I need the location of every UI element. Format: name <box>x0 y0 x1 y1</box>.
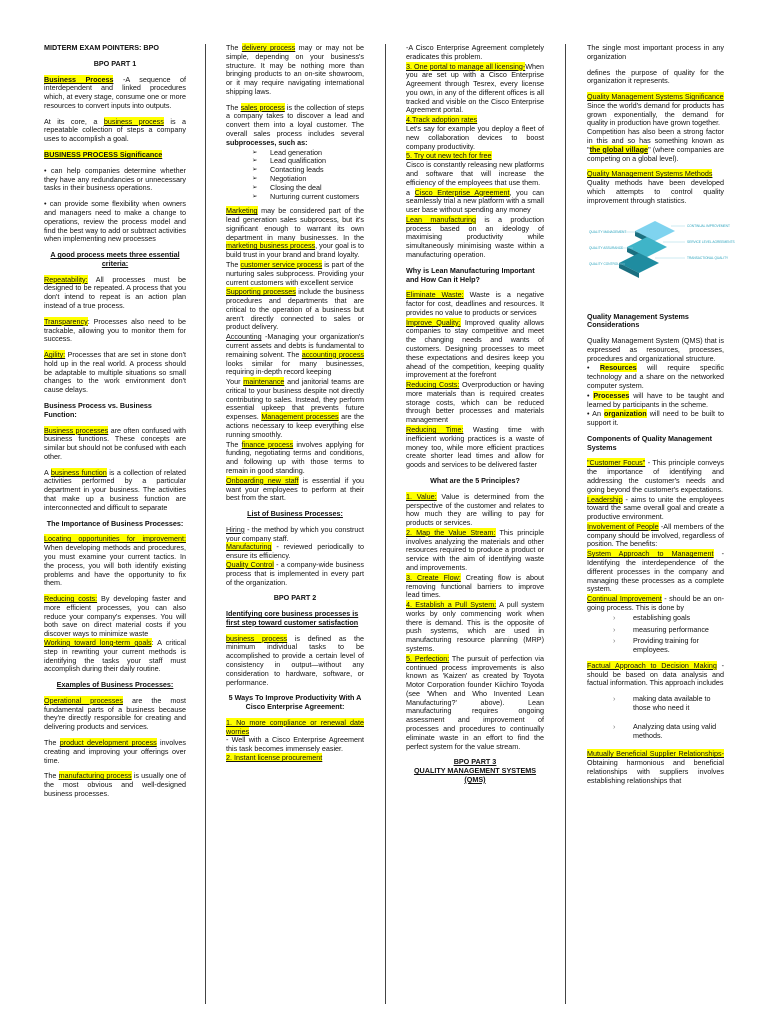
text-run: The Importance of Business Processes: <box>46 518 184 528</box>
paragraph <box>44 739 186 765</box>
text-run: - reviewed periodically to ensure its efficiency. <box>226 542 364 561</box>
text-run: • An <box>587 409 604 419</box>
text-run: • <box>587 390 594 400</box>
diagram-label-left: QUALITY CONTROL <box>589 261 620 266</box>
paragraph <box>406 291 544 317</box>
diagram-label-right: TRANSACTIONAL QUALITY <box>687 255 729 260</box>
column-divider <box>385 44 386 1004</box>
highlighted-term: BUSINESS PROCESS Significance <box>44 150 163 160</box>
highlighted-term: marketing business process <box>226 241 316 251</box>
paragraph <box>226 288 364 332</box>
paragraph <box>406 655 544 752</box>
highlighted-term: manufacturing process <box>58 771 132 781</box>
section-heading <box>226 610 364 628</box>
section-heading <box>587 435 724 453</box>
text-run: BPO PART 3 QUALITY MANAGEMENT SYSTEMS (QMS) <box>413 757 537 784</box>
list-item: ➢ Lead generation <box>270 149 364 158</box>
text-run: may or may not be simple, depending on your business's structure. It may be nothing more than bringing products to an on-site showroom, or it may require navigating international shipping laws. <box>226 43 364 96</box>
text-run: a <box>406 187 415 197</box>
paragraph <box>44 118 186 144</box>
highlighted-term: 1. Value: <box>406 491 437 501</box>
highlighted-term: Agility: <box>44 350 66 360</box>
section-heading <box>406 758 544 784</box>
text-run: BPO PART 1 <box>93 58 137 68</box>
highlighted-term: Resources <box>599 363 637 373</box>
text-run: The <box>226 259 241 269</box>
highlighted-term: Business Process <box>44 74 114 84</box>
section-heading <box>587 313 724 331</box>
paragraph <box>44 535 186 588</box>
text-run: • can help companies determine whether they have any redundancies or unnecessary tasks in their business operations. <box>44 165 186 193</box>
highlighted-term: delivery process <box>241 43 296 52</box>
paragraph <box>406 601 544 654</box>
text-run: is a collection of related activities performed by a particular department in your business. The activities that make up a business function are interconnected and difficult to separate <box>44 467 187 512</box>
column-2 <box>226 44 364 1004</box>
column-4 <box>587 43 735 1004</box>
text-run: All processes must be designed to be repeated. A process that you don't intend to repeat is an action plan instead of a true process. <box>44 274 186 310</box>
highlighted-term: business process <box>226 633 288 643</box>
text-run: A pull system works by only commencing work when there is demand. This is the opposite of push systems, which are used in manufacturing resource planning (MRP) systems. <box>406 600 544 653</box>
paragraph <box>406 63 544 116</box>
paragraph <box>587 93 724 163</box>
highlighted-term: Factual Approach to Decision Making <box>587 660 717 670</box>
paragraph <box>44 167 186 193</box>
paragraph <box>44 595 186 674</box>
text-run: " (where companies are competing on a global level). <box>587 144 724 163</box>
highlighted-term: business process <box>103 116 164 126</box>
paragraph <box>44 351 186 395</box>
section-heading <box>406 267 544 285</box>
text-run: is a repeatable collection of steps a company uses to accomplish a goal. <box>44 116 187 144</box>
paragraph <box>406 493 544 528</box>
text-run: The <box>44 771 59 781</box>
paragraph <box>406 152 544 187</box>
text-run: , you can seamlessly trial a new platform with a small user base without spending any money <box>406 187 544 215</box>
text-run: Components of Quality Management Systems <box>587 433 712 452</box>
text-run: This principle involves analyzing the materials and other resources required to produce a product or service with the aim of identifying waste and improvements. <box>406 527 544 572</box>
paragraph <box>226 441 364 476</box>
highlighted-term: 5. Perfection: <box>406 653 450 663</box>
text-run: Overproduction or having more materials than is required creates storage costs, which can be reduced through better processes and materials management <box>406 380 544 425</box>
list-item: ➢ Negotiation <box>270 175 364 184</box>
text-run: - a company-wide business process that is implemented in every part of the organization. <box>226 559 364 587</box>
text-run: -Managing your organization's current assets and debts is fundamental to remaining solvent. The <box>226 332 364 359</box>
text-run: -A Cisco Enterprise Agreement completely eradicates this problem. <box>406 43 544 61</box>
text-run: Waste is a negative factor for cost, deadlines and resources. It provides no value to products or services <box>406 290 544 317</box>
highlighted-term: Supporting processes <box>226 287 296 297</box>
text-run: : A critical step in rewriting your current methods is identifying the tasks your staff must accomplish during their daily routine. <box>44 637 186 674</box>
highlighted-term: Operational processes <box>44 695 123 705</box>
paragraph <box>587 392 724 410</box>
paragraph <box>587 459 724 494</box>
text-run: Quality Management Systems Considerations <box>587 311 689 330</box>
text-run: Cisco is constantly releasing new platforms and software that will increase the efficiency of the employees that use them. <box>406 160 544 187</box>
text-run: is usually one of the most obvious and well-designed business processes. <box>44 771 186 798</box>
section-heading <box>226 510 364 519</box>
text-run: involves creating and improving your offerings over time. <box>44 738 186 765</box>
paragraph <box>406 189 544 215</box>
text-run: Why is Lean Manufacturing Important and How Can it Help? <box>406 265 535 284</box>
highlighted-term: Cisco Enterprise Agreement <box>414 187 510 197</box>
text-run: are often confused with business functions. These concepts are similar but should not be confused with each other. <box>44 425 186 461</box>
list-item: ➢ Closing the deal <box>270 184 364 193</box>
text-run: - the method by which you construct your company staff. <box>226 524 364 543</box>
highlighted-term: accounting process <box>301 349 365 359</box>
section-heading <box>44 151 186 160</box>
paragraph <box>406 426 544 470</box>
diagram-label-right: SERVICE LEVEL AGREEMENTS <box>687 239 735 244</box>
text-run: Quality Management System (QMS) that is expressed as resources, processes, procedures and organizational structure. <box>587 336 724 363</box>
highlighted-term: organization <box>603 409 647 419</box>
paragraph <box>226 526 364 587</box>
text-run: are the most fundamental parts of a business because they're directly responsible for creating and delivering products and services. <box>44 695 186 732</box>
paragraph <box>44 276 186 311</box>
paragraph <box>587 523 724 549</box>
list-item: › Analyzing data using valid methods. <box>633 723 724 741</box>
text-run: are the actions necessary to keep everything else running smoothly. <box>226 412 365 439</box>
highlighted-term: business function <box>50 467 107 477</box>
section-heading <box>44 520 186 529</box>
text-run: Let's say for example you deploy a fleet of new collaboration devices to boost company productivity. <box>406 124 544 151</box>
highlighted-term: 1. No more compliance or renewal date worries <box>226 717 364 736</box>
text-run: The single most important process in any organization <box>587 43 724 61</box>
text-run: -A sequence of interdependent and linked procedures which, at every stage, consume one or more resources to convert inputs into outputs. <box>44 74 186 110</box>
highlighted-term: customer service process <box>240 259 323 269</box>
paragraph <box>587 364 724 390</box>
bullet-list <box>226 149 364 202</box>
paragraph <box>44 469 186 513</box>
paragraph <box>226 477 364 503</box>
highlighted-term: Reducing costs: <box>44 594 98 604</box>
section-heading <box>44 251 186 269</box>
highlighted-term: sales process <box>240 102 285 112</box>
text-run: When you are set up with a Cisco Enterprise Agreement through Tesrex, every license you own, in any of the different offices is all tracked and visible on the Cisco Enterprise Agreement portal. <box>406 61 544 115</box>
highlighted-term: 2. Map the Value Stream: <box>406 527 496 537</box>
qms-layer-diagram <box>587 213 735 289</box>
text-run: The pursuit of perfection via continued process improvements is also known as 'Kaizen' as created by Toyota Motor Corporation founder Kiichiro Toyoda (see 'When and Who Invented Lean Manufacturing?' above). Lean manufacturing requires ongoing assessment and improvement of processes and procedures to continually eliminate waste in an effort to find the perfect system for the value stream. <box>406 653 544 751</box>
text-run: - should be based on data analysis and factual information. This approach includes <box>587 660 725 688</box>
text-run: is a production process based on an ideology of maximising productivity while simultaneously minimising waste within a manufacturing operation. <box>406 214 544 259</box>
paragraph <box>226 261 364 287</box>
highlighted-term: Improve Quality: <box>406 317 461 327</box>
highlighted-term: Mutually Beneficial Supplier Relationships- <box>587 749 724 759</box>
text-run: The <box>226 43 242 52</box>
paragraph <box>406 216 544 260</box>
text-run: will require specific technology and a share on the networked computer system. <box>587 363 725 390</box>
section-heading <box>406 477 544 486</box>
highlighted-term: Lean manufacturing <box>406 214 476 224</box>
highlighted-term: 5. Try out new tech for free <box>406 151 492 161</box>
highlighted-term: 4. Establish a Pull System: <box>406 600 497 610</box>
text-run: At its core, a <box>44 116 104 126</box>
highlighted-term: 4.Track adoption rates <box>406 115 478 125</box>
paragraph <box>406 44 544 62</box>
text-run: The <box>44 738 60 747</box>
paragraph <box>44 76 186 111</box>
paragraph <box>587 410 724 428</box>
text-run: Business Process vs. Business Function: <box>44 401 152 419</box>
highlighted-term: Quality Control <box>226 559 274 569</box>
text-run: - Well with a Cisco Enterprise Agreement this task becomes immensely easier. <box>226 735 364 754</box>
diagram-label-left: QUALITY ASSURANCE <box>589 245 624 250</box>
paragraph <box>226 207 364 260</box>
highlighted-term: Eliminate Waste: <box>406 290 464 300</box>
column-1 <box>44 44 186 1004</box>
text-run: Wasting time with inefficient working practices is a waste of money too, while more efficient practices create shorter lead times and allow for goods and services to be delivered faster <box>406 425 544 470</box>
column-divider <box>205 44 206 1004</box>
text-run: List of Business Processes: <box>247 509 343 519</box>
highlighted-term: Manufacturing <box>226 542 272 552</box>
section-heading <box>44 60 186 69</box>
highlighted-term: Locating opportunities for improvement: <box>44 534 186 544</box>
highlighted-term: Working toward long-term goals <box>44 637 152 647</box>
paragraph <box>44 427 186 462</box>
text-run: will have to be taught and learned by participants in the scheme. <box>587 390 724 409</box>
column-divider <box>565 44 566 1004</box>
paragraph <box>587 170 724 205</box>
text-run: involves applying for funding, negotiating terms and conditions, and following up with those terms to remain in good standing. <box>226 439 365 475</box>
list-item: › establishing goals <box>633 614 724 623</box>
list-item: ➢ Contacting leads <box>270 166 364 175</box>
text-run: 5 Ways To Improve Productivity With A Cisco Enterprise Agreement: <box>228 693 362 712</box>
paragraph <box>226 635 364 688</box>
highlighted-term: Marketing <box>226 206 258 216</box>
diagram-label-right: CONTINUAL IMPROVEMENT <box>687 223 730 228</box>
highlighted-term: Quality Management Systems Methods <box>587 169 713 179</box>
paragraph <box>226 44 364 97</box>
paragraph <box>587 44 724 62</box>
highlighted-term: maintenance <box>243 377 285 387</box>
highlighted-term: Repeatability: <box>44 274 88 284</box>
highlighted-term: Reducing Costs: <box>406 380 460 390</box>
bullet-list <box>587 695 724 740</box>
text-run: - should be an on-going process. This is done by <box>587 594 724 612</box>
text-run: A good process meets three essential criteria: <box>50 250 180 268</box>
text-run: - This principle conveys the importance of identifying and addressing the customer's needs and going beyond the customer's expectations. <box>587 458 725 494</box>
paragraph <box>587 337 724 363</box>
text-run: • <box>587 363 600 373</box>
list-item: › making data available to those who need it <box>633 695 724 713</box>
text-run: MIDTERM EXAM POINTERS: BPO <box>44 43 160 52</box>
text-run: Accounting <box>226 332 262 342</box>
section-heading <box>44 402 186 420</box>
highlighted-term: 3. One portal to manage all licensing- <box>406 61 526 71</box>
paragraph <box>406 381 544 425</box>
text-run: Identifying core business processes is first step toward customer satisfaction <box>226 609 359 627</box>
highlighted-term: the global village <box>589 144 649 154</box>
diagram-label-left: QUALITY MANAGEMENT <box>589 229 627 234</box>
text-run: will need to be built to support it. <box>587 409 724 428</box>
text-run: and janitorial teams are critical to your business despite not directly contributing to sales. Instead, they perform essential upkeep that prevents future expenses. <box>226 377 364 422</box>
section-heading <box>44 681 186 690</box>
section-heading <box>226 594 364 603</box>
text-run: is defined as the minimum individual tasks to be accomplished to provide a certain level of consistency in output—without any consideration to hardware, software, or performance. <box>226 633 364 687</box>
paragraph <box>226 719 364 763</box>
paragraph <box>587 69 724 87</box>
paragraph <box>44 318 186 344</box>
paragraph <box>44 697 186 732</box>
paragraph <box>226 104 364 148</box>
list-item: ➢ Nurturing current customers <box>270 193 364 202</box>
text-run: What are the 5 Principles? <box>430 475 520 485</box>
text-run: Obtaining harmonious and beneficial relationships with suppliers involves establishing relationships that <box>587 758 724 785</box>
paragraph <box>406 116 544 151</box>
paragraph <box>226 378 364 439</box>
paragraph <box>587 496 724 522</box>
text-run: looks similar for many businesses, requiring in-depth record keeping <box>226 358 364 377</box>
paragraph <box>587 550 724 594</box>
column-3 <box>406 44 544 1004</box>
text-run: Examples of Business Processes: <box>56 680 174 690</box>
highlighted-term: System Approach to Management <box>587 549 714 559</box>
highlighted-term: finance process <box>241 439 294 449</box>
text-run: Improved quality allows companies to stay competitive and meet the changing needs and wants of customers. Designing processes to meet these expectations and desires keep you ahead of the competition, keeping quality improvement at the forefront <box>406 317 545 380</box>
highlighted-term: Onboarding new staff <box>226 475 299 485</box>
paragraph <box>44 200 186 244</box>
text-run: : Processes also need to be trackable, allowing you to monitor them for success. <box>44 316 186 344</box>
text-run: is the collection of steps a company takes to discover a lead and convert them into a loyal customer. The overall sales process includes several <box>226 102 364 139</box>
highlighted-term: product development process <box>59 738 157 747</box>
text-run: - aims to unite the employees toward the same overall goal and create a productive environment. <box>587 494 724 522</box>
text-run: Your <box>226 377 244 387</box>
highlighted-term: Processes <box>593 390 630 400</box>
list-item: › measuring performance <box>633 626 724 635</box>
highlighted-term: Continual Improvement <box>587 594 662 604</box>
text-run: may be considered part of the lead generation sales subprocess, but it's significant enough to warrant its own department in many businesses. In the <box>226 206 364 242</box>
text-run: Quality methods have been developed which attempts to control quality improvement through statistics. <box>587 178 724 205</box>
text-run: - Identifying the interdependence of the different processes in the company and managing these processes as a complete system. <box>587 549 725 594</box>
highlighted-term: Transparency <box>44 316 88 326</box>
text-run: Value is determined from the perspective of the customer and relates to how much they are willing to pay for products or services. <box>406 491 544 528</box>
text-run: include the business procedures and departments that are critical to the operation of a business but aren't directly connected to sales or product delivery. <box>226 287 364 332</box>
text-run: defines the purpose of quality for the organization it represents. <box>587 67 724 86</box>
text-run: • can provide some flexibility when owners and managers need to make a change to operations, review the process model and find the best way to add or subtract activities when implementing new processes <box>44 199 186 244</box>
text-run: , your goal is to build trust in your brand and brand loyalty. <box>226 241 364 260</box>
text-run: Since the world's demand for products has grown exponentially, the demand for quality in production have grown together. Competition has also been a strong factor in this and so has something known as " <box>587 100 724 154</box>
highlighted-term: Reducing Time: <box>406 425 464 435</box>
text-run: Processes that are set in stone don't hold up in the real world. A process should be adaptable to multiple situations so small changes to the work environment don't cause delays. <box>44 350 186 395</box>
text-run: When developing methods and procedures, you must examine your current tactics. In the process, you will both identify existing problems and have the opportunity to fix them. <box>44 543 186 588</box>
highlighted-term: Involvement of People <box>587 521 659 531</box>
highlighted-term: 3. Create Flow: <box>406 572 461 582</box>
list-item: ➢ Lead qualification <box>270 157 364 166</box>
highlighted-term: Business processes <box>44 425 109 435</box>
paragraph <box>587 595 724 613</box>
highlighted-term: Leadership <box>587 494 623 504</box>
text-run: is part of the nurturing sales subprocess. Providing your current customers with excellent service <box>226 259 364 287</box>
section-heading <box>226 694 364 712</box>
paragraph <box>406 574 544 600</box>
paragraph <box>406 529 544 573</box>
text-run: subprocesses, such as: <box>226 137 308 147</box>
text-run: -All members of the company should be involved, regardless of position. The benefits: <box>587 521 725 549</box>
list-item: › Providing training for employees. <box>633 637 724 655</box>
text-run: BPO PART 2 <box>273 593 317 603</box>
text-run: By developing faster and more efficient processes, you can also reduce your company's expenses. You will both save on direct material costs if you discover ways to minimize waste <box>44 594 186 639</box>
highlighted-term: Quality Management Systems Significance <box>587 92 724 102</box>
text-run: Creating flow is about removing functional barriers to improve lead times. <box>406 572 544 600</box>
highlighted-term: "Customer Focus" <box>587 458 646 468</box>
paragraph <box>587 662 724 688</box>
text-run: A <box>44 467 51 477</box>
paragraph <box>406 319 544 380</box>
section-heading <box>44 44 186 53</box>
paragraph <box>587 750 724 785</box>
highlighted-term: Management processes <box>261 412 339 422</box>
paragraph <box>226 333 364 377</box>
text-run: is essential if you want your employees to perform at their best from the start. <box>226 475 364 503</box>
text-run: Hiring <box>226 524 245 534</box>
text-run: The <box>226 102 241 112</box>
highlighted-term: 2. Instant license procurement <box>226 753 323 763</box>
paragraph <box>44 772 186 798</box>
text-run: The <box>226 439 242 449</box>
bullet-list <box>587 614 724 655</box>
